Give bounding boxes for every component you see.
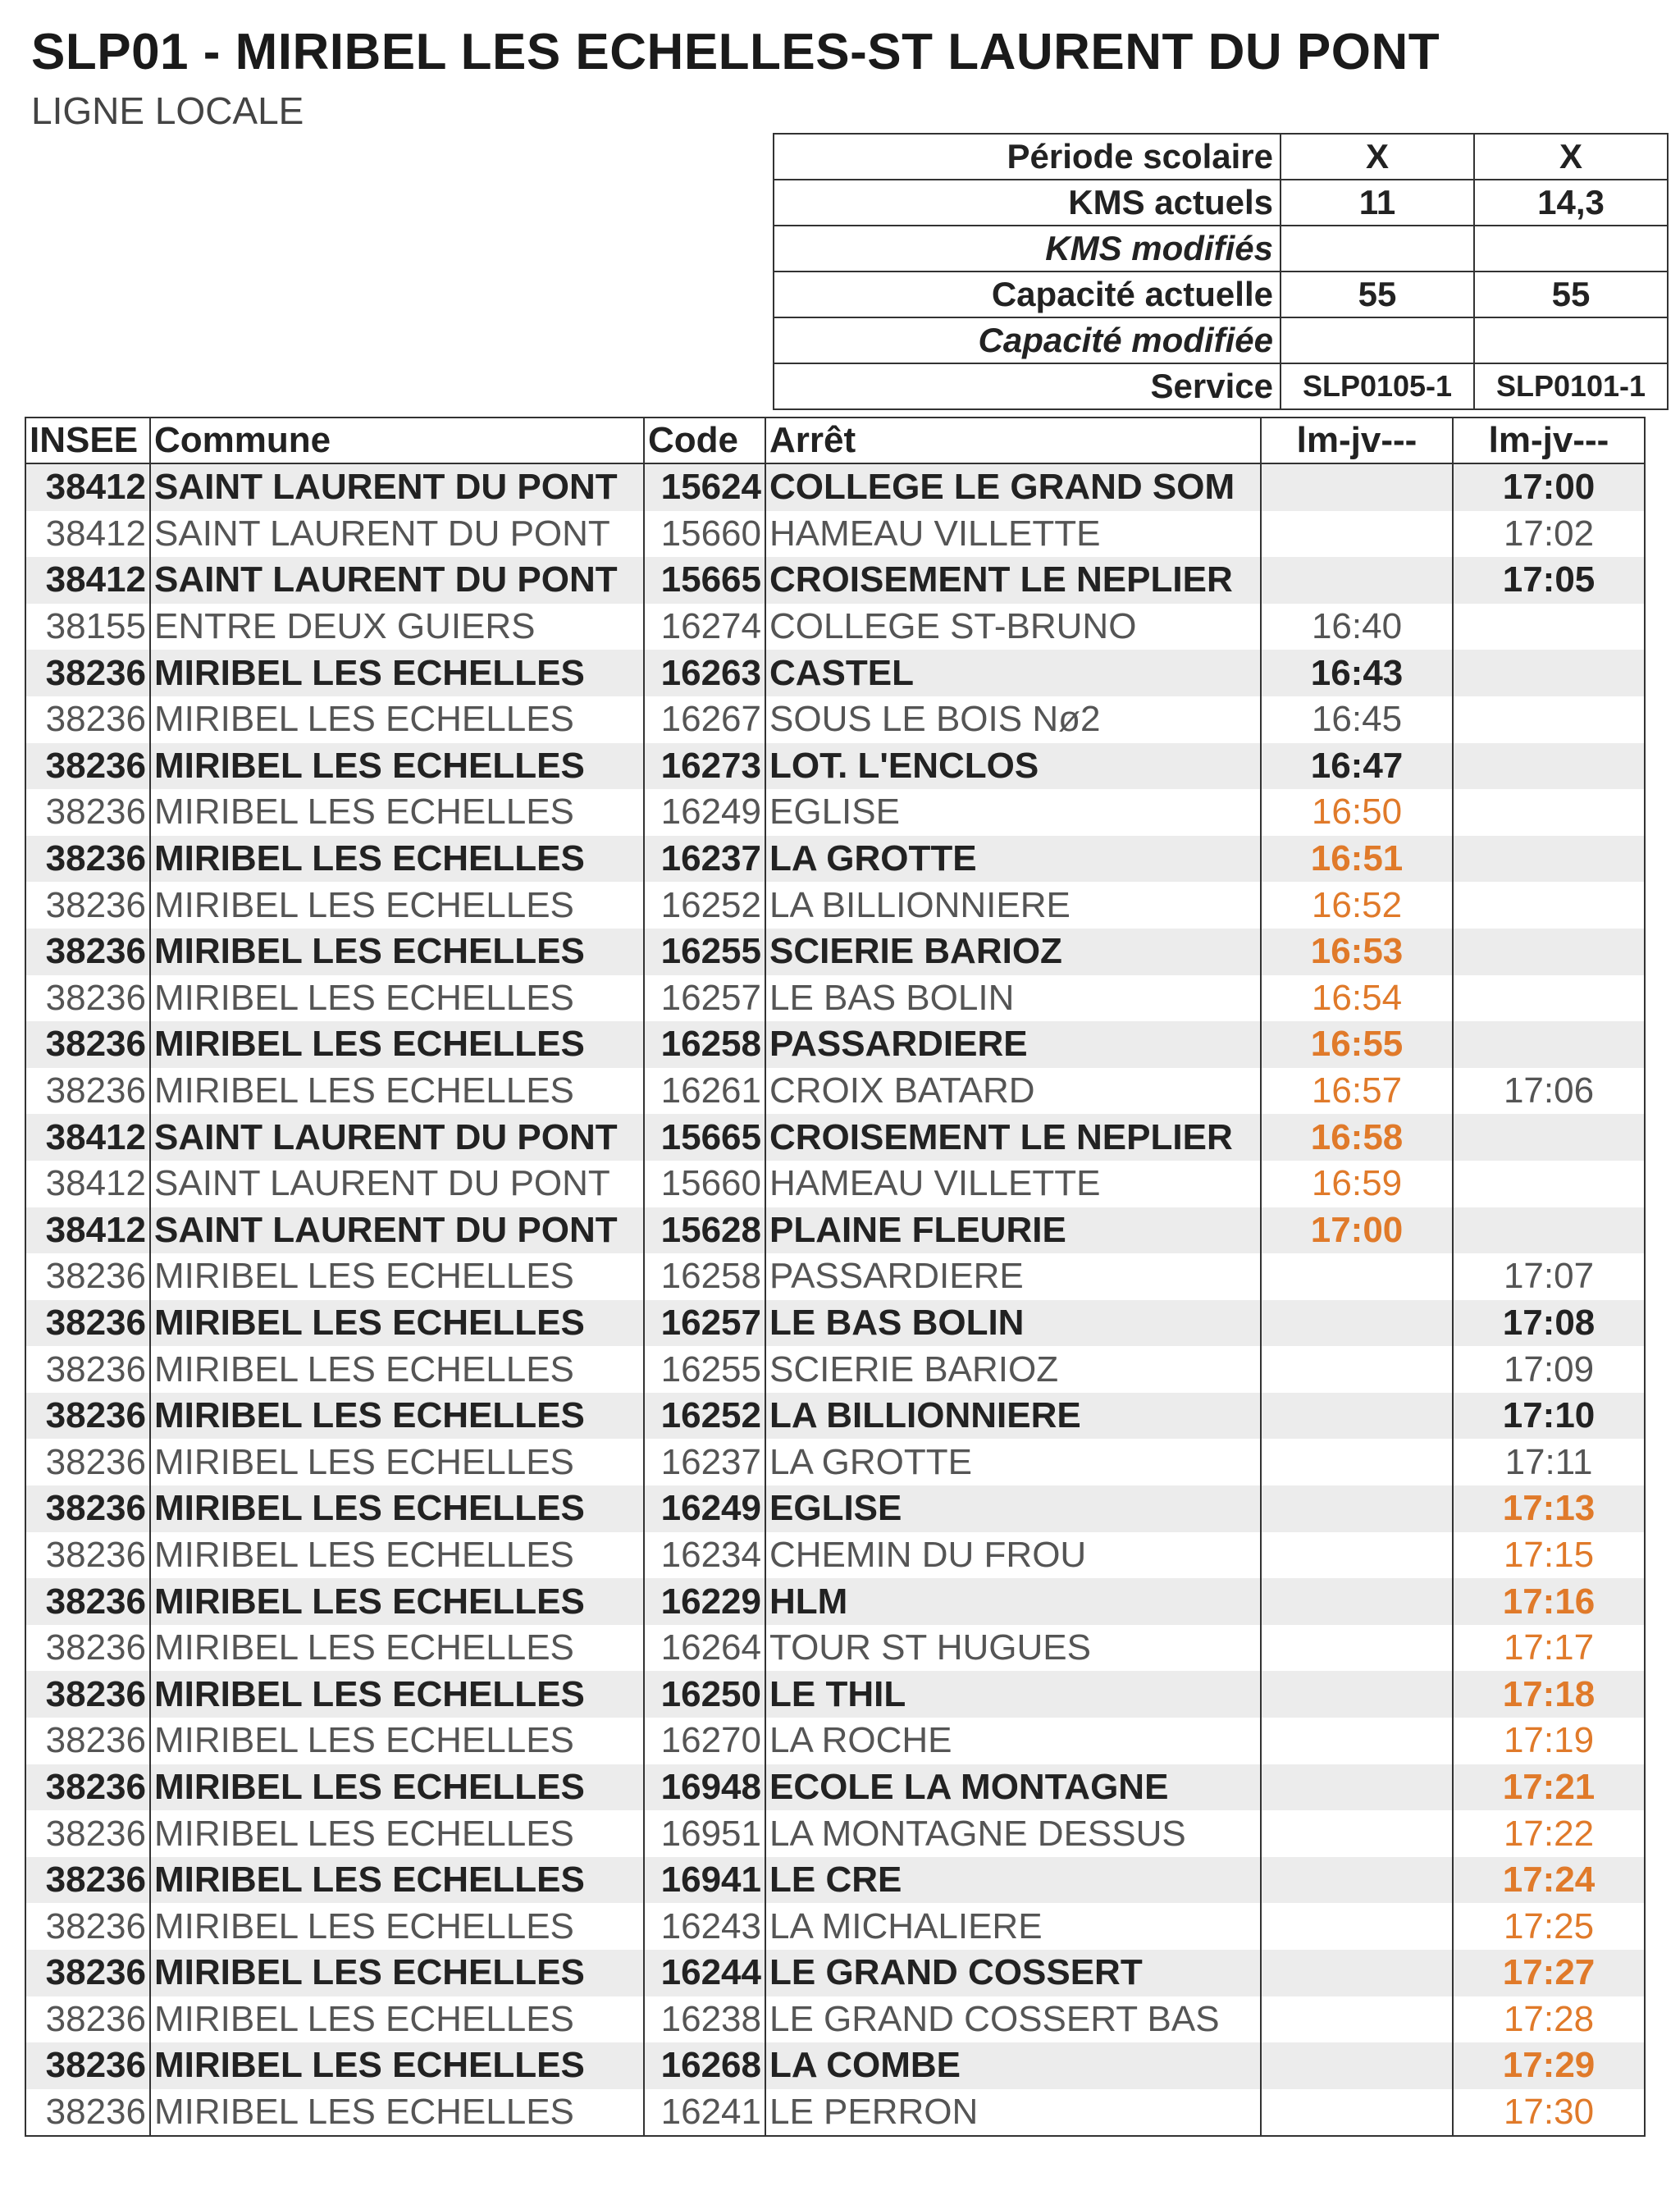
commune-cell: MIRIBEL LES ECHELLES: [150, 1764, 644, 1811]
commune-cell: MIRIBEL LES ECHELLES: [150, 1300, 644, 1347]
code-cell: 16948: [644, 1764, 765, 1811]
table-row: [25, 1439, 1645, 1485]
table-row: [25, 557, 1645, 604]
table-row: [25, 1903, 1645, 1950]
table-row: [25, 929, 1645, 975]
insee-header: INSEE: [25, 418, 150, 463]
commune-cell: MIRIBEL LES ECHELLES: [150, 1393, 644, 1440]
insee-cell: 38236: [25, 2042, 150, 2089]
code-cell: 16243: [644, 1903, 765, 1950]
time-cell-service-1: 16:45: [1261, 696, 1453, 743]
time-cell-service-2: 17:25: [1453, 1903, 1645, 1950]
arret-cell: LA MONTAGNE DESSUS: [765, 1810, 1261, 1857]
capacite-value-2: 55: [1474, 272, 1668, 317]
insee-cell: 38236: [25, 975, 150, 1022]
time-cell-service-2: 17:10: [1453, 1393, 1645, 1440]
time-cell-service-1: [1261, 1578, 1453, 1625]
insee-cell: 38236: [25, 882, 150, 929]
table-row: [25, 1114, 1645, 1161]
page-subtitle: LIGNE LOCALE: [31, 89, 304, 132]
table-row: [25, 1950, 1645, 1996]
time-cell-service-1: 16:58: [1261, 1114, 1453, 1161]
capacite-label: Capacité actuelle: [774, 272, 1281, 317]
arret-cell: LA GROTTE: [765, 836, 1261, 883]
insee-cell: 38236: [25, 1532, 150, 1579]
table-row: [25, 1810, 1645, 1857]
insee-cell: 38412: [25, 557, 150, 604]
table-row: [25, 1671, 1645, 1718]
table-row: [25, 1346, 1645, 1393]
time-cell-service-1: [1261, 1996, 1453, 2043]
arret-cell: LE PERRON: [765, 2089, 1261, 2137]
time-cell-service-2: 17:06: [1453, 1068, 1645, 1115]
commune-cell: SAINT LAURENT DU PONT: [150, 557, 644, 604]
capacite-value-1: 55: [1281, 272, 1474, 317]
insee-cell: 38236: [25, 836, 150, 883]
insee-cell: 38236: [25, 1671, 150, 1718]
time-cell-service-2: 17:15: [1453, 1532, 1645, 1579]
commune-cell: MIRIBEL LES ECHELLES: [150, 789, 644, 836]
time-cell-service-1: [1261, 1764, 1453, 1811]
time-cell-service-1: [1261, 1346, 1453, 1393]
code-cell: 16250: [644, 1671, 765, 1718]
table-row: [25, 1393, 1645, 1440]
time-cell-service-2: 17:19: [1453, 1718, 1645, 1764]
insee-cell: 38236: [25, 1857, 150, 1904]
arret-cell: CROISEMENT LE NEPLIER: [765, 1114, 1261, 1161]
time-cell-service-2: [1453, 975, 1645, 1022]
commune-cell: MIRIBEL LES ECHELLES: [150, 743, 644, 790]
time-cell-service-2: [1453, 836, 1645, 883]
meta-row-kms-modifies: [774, 226, 1668, 272]
insee-cell: 38412: [25, 463, 150, 511]
time-cell-service-2: [1453, 1114, 1645, 1161]
table-row: [25, 2089, 1645, 2137]
time-cell-service-2: 17:16: [1453, 1578, 1645, 1625]
time-cell-service-2: 17:17: [1453, 1625, 1645, 1672]
commune-cell: MIRIBEL LES ECHELLES: [150, 1950, 644, 1996]
periode-value-2: X: [1474, 134, 1668, 180]
time-cell-service-2: 17:05: [1453, 557, 1645, 604]
table-row: [25, 1207, 1645, 1254]
insee-cell: 38236: [25, 1996, 150, 2043]
time-cell-service-2: 17:21: [1453, 1764, 1645, 1811]
kms-value-1: 11: [1281, 180, 1474, 226]
meta-row-kms: [774, 180, 1668, 226]
code-cell: 16237: [644, 1439, 765, 1485]
commune-cell: MIRIBEL LES ECHELLES: [150, 1578, 644, 1625]
time-cell-service-1: 16:55: [1261, 1021, 1453, 1068]
kms-modifies-label: KMS modifiés: [774, 226, 1281, 272]
insee-cell: 38412: [25, 1207, 150, 1254]
time-cell-service-1: [1261, 1671, 1453, 1718]
table-row: [25, 1857, 1645, 1904]
arret-cell: LA BILLIONNIERE: [765, 1393, 1261, 1440]
time-cell-service-1: [1261, 2089, 1453, 2137]
table-row: [25, 1625, 1645, 1672]
table-row: [25, 1253, 1645, 1300]
code-cell: 16951: [644, 1810, 765, 1857]
arret-cell: HLM: [765, 1578, 1261, 1625]
insee-cell: 38236: [25, 2089, 150, 2137]
insee-cell: 38236: [25, 650, 150, 696]
code-cell: 15665: [644, 557, 765, 604]
table-row: [25, 789, 1645, 836]
insee-cell: 38236: [25, 929, 150, 975]
code-cell: 16941: [644, 1857, 765, 1904]
commune-header: Commune: [150, 418, 644, 463]
arret-cell: LOT. L'ENCLOS: [765, 743, 1261, 790]
insee-cell: 38236: [25, 1485, 150, 1532]
code-cell: 15665: [644, 1114, 765, 1161]
table-row: [25, 836, 1645, 883]
insee-cell: 38412: [25, 511, 150, 558]
arret-cell: ECOLE LA MONTAGNE: [765, 1764, 1261, 1811]
insee-cell: 38236: [25, 789, 150, 836]
commune-cell: MIRIBEL LES ECHELLES: [150, 1625, 644, 1672]
timetable-header-row: [25, 418, 1645, 463]
code-cell: 15624: [644, 463, 765, 511]
service-meta-table: [773, 133, 1669, 410]
code-cell: 16238: [644, 1996, 765, 2043]
insee-cell: 38236: [25, 1068, 150, 1115]
time-cell-service-1: 16:43: [1261, 650, 1453, 696]
kms-modifies-value-2: [1474, 226, 1668, 272]
table-row: [25, 511, 1645, 558]
insee-cell: 38412: [25, 1161, 150, 1207]
arret-cell: CASTEL: [765, 650, 1261, 696]
time-cell-service-1: [1261, 1810, 1453, 1857]
time-cell-service-2: 17:02: [1453, 511, 1645, 558]
arret-cell: LA GROTTE: [765, 1439, 1261, 1485]
table-row: [25, 1578, 1645, 1625]
commune-cell: SAINT LAURENT DU PONT: [150, 511, 644, 558]
table-row: [25, 1068, 1645, 1115]
commune-cell: MIRIBEL LES ECHELLES: [150, 1253, 644, 1300]
meta-row-periode: [774, 134, 1668, 180]
time-cell-service-2: [1453, 743, 1645, 790]
code-cell: 16234: [644, 1532, 765, 1579]
code-cell: 16241: [644, 2089, 765, 2137]
capacite-modifiee-value-1: [1281, 317, 1474, 363]
commune-cell: MIRIBEL LES ECHELLES: [150, 1485, 644, 1532]
time-cell-service-1: 17:00: [1261, 1207, 1453, 1254]
time-cell-service-1: 16:47: [1261, 743, 1453, 790]
table-row: [25, 650, 1645, 696]
table-row: [25, 463, 1645, 511]
code-cell: 16264: [644, 1625, 765, 1672]
code-cell: 16255: [644, 1346, 765, 1393]
arret-cell: LE THIL: [765, 1671, 1261, 1718]
time-cell-service-2: [1453, 1207, 1645, 1254]
capacite-modifiee-value-2: [1474, 317, 1668, 363]
time-cell-service-1: 16:40: [1261, 604, 1453, 650]
commune-cell: MIRIBEL LES ECHELLES: [150, 975, 644, 1022]
arret-cell: SOUS LE BOIS Nø2: [765, 696, 1261, 743]
table-row: [25, 975, 1645, 1022]
commune-cell: SAINT LAURENT DU PONT: [150, 463, 644, 511]
days-header-1: lm-jv---: [1261, 418, 1453, 463]
arret-cell: LE BAS BOLIN: [765, 1300, 1261, 1347]
periode-label: Période scolaire: [774, 134, 1281, 180]
code-cell: 16258: [644, 1021, 765, 1068]
time-cell-service-2: [1453, 604, 1645, 650]
code-cell: 15660: [644, 511, 765, 558]
time-cell-service-1: 16:59: [1261, 1161, 1453, 1207]
table-row: [25, 1300, 1645, 1347]
meta-row-capacite: [774, 272, 1668, 317]
time-cell-service-1: 16:53: [1261, 929, 1453, 975]
code-cell: 15660: [644, 1161, 765, 1207]
arret-cell: COLLEGE ST-BRUNO: [765, 604, 1261, 650]
time-cell-service-2: [1453, 696, 1645, 743]
kms-label: KMS actuels: [774, 180, 1281, 226]
service-value-1: SLP0105-1: [1281, 363, 1474, 409]
code-cell: 16252: [644, 1393, 765, 1440]
code-cell: 16252: [644, 882, 765, 929]
commune-cell: MIRIBEL LES ECHELLES: [150, 929, 644, 975]
arret-cell: EGLISE: [765, 1485, 1261, 1532]
time-cell-service-1: 16:54: [1261, 975, 1453, 1022]
commune-cell: MIRIBEL LES ECHELLES: [150, 2042, 644, 2089]
time-cell-service-1: [1261, 1532, 1453, 1579]
insee-cell: 38236: [25, 1810, 150, 1857]
code-cell: 16274: [644, 604, 765, 650]
page-title: SLP01 - MIRIBEL LES ECHELLES-ST LAURENT DU PONT: [31, 24, 1440, 80]
arret-cell: CROIX BATARD: [765, 1068, 1261, 1115]
time-cell-service-1: [1261, 2042, 1453, 2089]
code-cell: 16267: [644, 696, 765, 743]
table-row: [25, 1996, 1645, 2043]
code-cell: 16270: [644, 1718, 765, 1764]
kms-value-2: 14,3: [1474, 180, 1668, 226]
code-cell: 16249: [644, 789, 765, 836]
arret-cell: CROISEMENT LE NEPLIER: [765, 557, 1261, 604]
time-cell-service-1: [1261, 1439, 1453, 1485]
commune-cell: MIRIBEL LES ECHELLES: [150, 882, 644, 929]
insee-cell: 38236: [25, 743, 150, 790]
table-row: [25, 1532, 1645, 1579]
time-cell-service-2: 17:24: [1453, 1857, 1645, 1904]
table-row: [25, 743, 1645, 790]
service-value-2: SLP0101-1: [1474, 363, 1668, 409]
time-cell-service-2: 17:09: [1453, 1346, 1645, 1393]
code-cell: 16258: [644, 1253, 765, 1300]
code-cell: 16237: [644, 836, 765, 883]
arret-cell: HAMEAU VILLETTE: [765, 511, 1261, 558]
time-cell-service-2: 17:28: [1453, 1996, 1645, 2043]
commune-cell: MIRIBEL LES ECHELLES: [150, 1532, 644, 1579]
code-cell: 16273: [644, 743, 765, 790]
commune-cell: MIRIBEL LES ECHELLES: [150, 650, 644, 696]
kms-modifies-value-1: [1281, 226, 1474, 272]
time-cell-service-2: 17:30: [1453, 2089, 1645, 2137]
code-cell: 16255: [644, 929, 765, 975]
commune-cell: MIRIBEL LES ECHELLES: [150, 836, 644, 883]
time-cell-service-1: 16:57: [1261, 1068, 1453, 1115]
code-cell: 16263: [644, 650, 765, 696]
meta-row-capacite-modifiee: [774, 317, 1668, 363]
insee-cell: 38236: [25, 1950, 150, 1996]
commune-cell: MIRIBEL LES ECHELLES: [150, 1068, 644, 1115]
time-cell-service-2: [1453, 882, 1645, 929]
commune-cell: MIRIBEL LES ECHELLES: [150, 1903, 644, 1950]
insee-cell: 38236: [25, 1393, 150, 1440]
table-row: [25, 2042, 1645, 2089]
meta-row-service: [774, 363, 1668, 409]
insee-cell: 38236: [25, 1578, 150, 1625]
time-cell-service-2: 17:00: [1453, 463, 1645, 511]
insee-cell: 38236: [25, 1346, 150, 1393]
periode-value-1: X: [1281, 134, 1474, 180]
code-cell: 15628: [644, 1207, 765, 1254]
table-row: [25, 1161, 1645, 1207]
table-row: [25, 1485, 1645, 1532]
time-cell-service-2: [1453, 1021, 1645, 1068]
time-cell-service-2: 17:27: [1453, 1950, 1645, 1996]
code-cell: 16257: [644, 1300, 765, 1347]
time-cell-service-1: [1261, 557, 1453, 604]
code-cell: 16229: [644, 1578, 765, 1625]
commune-cell: MIRIBEL LES ECHELLES: [150, 1810, 644, 1857]
arret-cell: LE GRAND COSSERT: [765, 1950, 1261, 1996]
insee-cell: 38236: [25, 1300, 150, 1347]
arret-cell: TOUR ST HUGUES: [765, 1625, 1261, 1672]
code-cell: 16257: [644, 975, 765, 1022]
arret-cell: PLAINE FLEURIE: [765, 1207, 1261, 1254]
code-header: Code: [644, 418, 765, 463]
time-cell-service-2: [1453, 1161, 1645, 1207]
commune-cell: MIRIBEL LES ECHELLES: [150, 2089, 644, 2137]
time-cell-service-1: [1261, 1950, 1453, 1996]
insee-cell: 38236: [25, 1253, 150, 1300]
time-cell-service-1: [1261, 1857, 1453, 1904]
commune-cell: MIRIBEL LES ECHELLES: [150, 1439, 644, 1485]
time-cell-service-2: 17:08: [1453, 1300, 1645, 1347]
commune-cell: SAINT LAURENT DU PONT: [150, 1161, 644, 1207]
commune-cell: ENTRE DEUX GUIERS: [150, 604, 644, 650]
time-cell-service-1: [1261, 511, 1453, 558]
insee-cell: 38236: [25, 1021, 150, 1068]
time-cell-service-2: 17:13: [1453, 1485, 1645, 1532]
code-cell: 16261: [644, 1068, 765, 1115]
arret-cell: PASSARDIERE: [765, 1253, 1261, 1300]
capacite-modifiee-label: Capacité modifiée: [774, 317, 1281, 363]
table-row: [25, 604, 1645, 650]
insee-cell: 38412: [25, 1114, 150, 1161]
commune-cell: MIRIBEL LES ECHELLES: [150, 1346, 644, 1393]
insee-cell: 38155: [25, 604, 150, 650]
commune-cell: MIRIBEL LES ECHELLES: [150, 1021, 644, 1068]
time-cell-service-2: [1453, 789, 1645, 836]
table-row: [25, 882, 1645, 929]
table-row: [25, 696, 1645, 743]
service-label: Service: [774, 363, 1281, 409]
insee-cell: 38236: [25, 1903, 150, 1950]
time-cell-service-2: 17:29: [1453, 2042, 1645, 2089]
table-row: [25, 1764, 1645, 1811]
time-cell-service-1: [1261, 1625, 1453, 1672]
time-cell-service-1: [1261, 1903, 1453, 1950]
arret-cell: SCIERIE BARIOZ: [765, 929, 1261, 975]
time-cell-service-1: [1261, 1485, 1453, 1532]
time-cell-service-2: [1453, 650, 1645, 696]
days-header-2: lm-jv---: [1453, 418, 1645, 463]
timetable: [25, 417, 1646, 2137]
insee-cell: 38236: [25, 1625, 150, 1672]
commune-cell: SAINT LAURENT DU PONT: [150, 1114, 644, 1161]
insee-cell: 38236: [25, 696, 150, 743]
time-cell-service-1: 16:50: [1261, 789, 1453, 836]
time-cell-service-1: [1261, 463, 1453, 511]
time-cell-service-1: [1261, 1300, 1453, 1347]
arret-cell: LE CRE: [765, 1857, 1261, 1904]
time-cell-service-2: [1453, 929, 1645, 975]
commune-cell: MIRIBEL LES ECHELLES: [150, 1671, 644, 1718]
time-cell-service-1: [1261, 1253, 1453, 1300]
code-cell: 16249: [644, 1485, 765, 1532]
time-cell-service-2: 17:22: [1453, 1810, 1645, 1857]
arret-cell: PASSARDIERE: [765, 1021, 1261, 1068]
table-row: [25, 1718, 1645, 1764]
arret-cell: SCIERIE BARIOZ: [765, 1346, 1261, 1393]
arret-cell: LE GRAND COSSERT BAS: [765, 1996, 1261, 2043]
arret-cell: LE BAS BOLIN: [765, 975, 1261, 1022]
time-cell-service-1: 16:51: [1261, 836, 1453, 883]
time-cell-service-2: 17:11: [1453, 1439, 1645, 1485]
time-cell-service-1: 16:52: [1261, 882, 1453, 929]
arret-cell: COLLEGE LE GRAND SOM: [765, 463, 1261, 511]
arret-header: Arrêt: [765, 418, 1261, 463]
time-cell-service-2: 17:18: [1453, 1671, 1645, 1718]
time-cell-service-2: 17:07: [1453, 1253, 1645, 1300]
time-cell-service-1: [1261, 1393, 1453, 1440]
time-cell-service-1: [1261, 1718, 1453, 1764]
arret-cell: HAMEAU VILLETTE: [765, 1161, 1261, 1207]
insee-cell: 38236: [25, 1439, 150, 1485]
arret-cell: EGLISE: [765, 789, 1261, 836]
insee-cell: 38236: [25, 1764, 150, 1811]
commune-cell: SAINT LAURENT DU PONT: [150, 1207, 644, 1254]
commune-cell: MIRIBEL LES ECHELLES: [150, 1996, 644, 2043]
code-cell: 16268: [644, 2042, 765, 2089]
insee-cell: 38236: [25, 1718, 150, 1764]
commune-cell: MIRIBEL LES ECHELLES: [150, 1718, 644, 1764]
timetable-body: [25, 463, 1645, 2136]
arret-cell: CHEMIN DU FROU: [765, 1532, 1261, 1579]
code-cell: 16244: [644, 1950, 765, 1996]
arret-cell: LA ROCHE: [765, 1718, 1261, 1764]
commune-cell: MIRIBEL LES ECHELLES: [150, 696, 644, 743]
commune-cell: MIRIBEL LES ECHELLES: [150, 1857, 644, 1904]
table-row: [25, 1021, 1645, 1068]
arret-cell: LA MICHALIERE: [765, 1903, 1261, 1950]
arret-cell: LA BILLIONNIERE: [765, 882, 1261, 929]
arret-cell: LA COMBE: [765, 2042, 1261, 2089]
